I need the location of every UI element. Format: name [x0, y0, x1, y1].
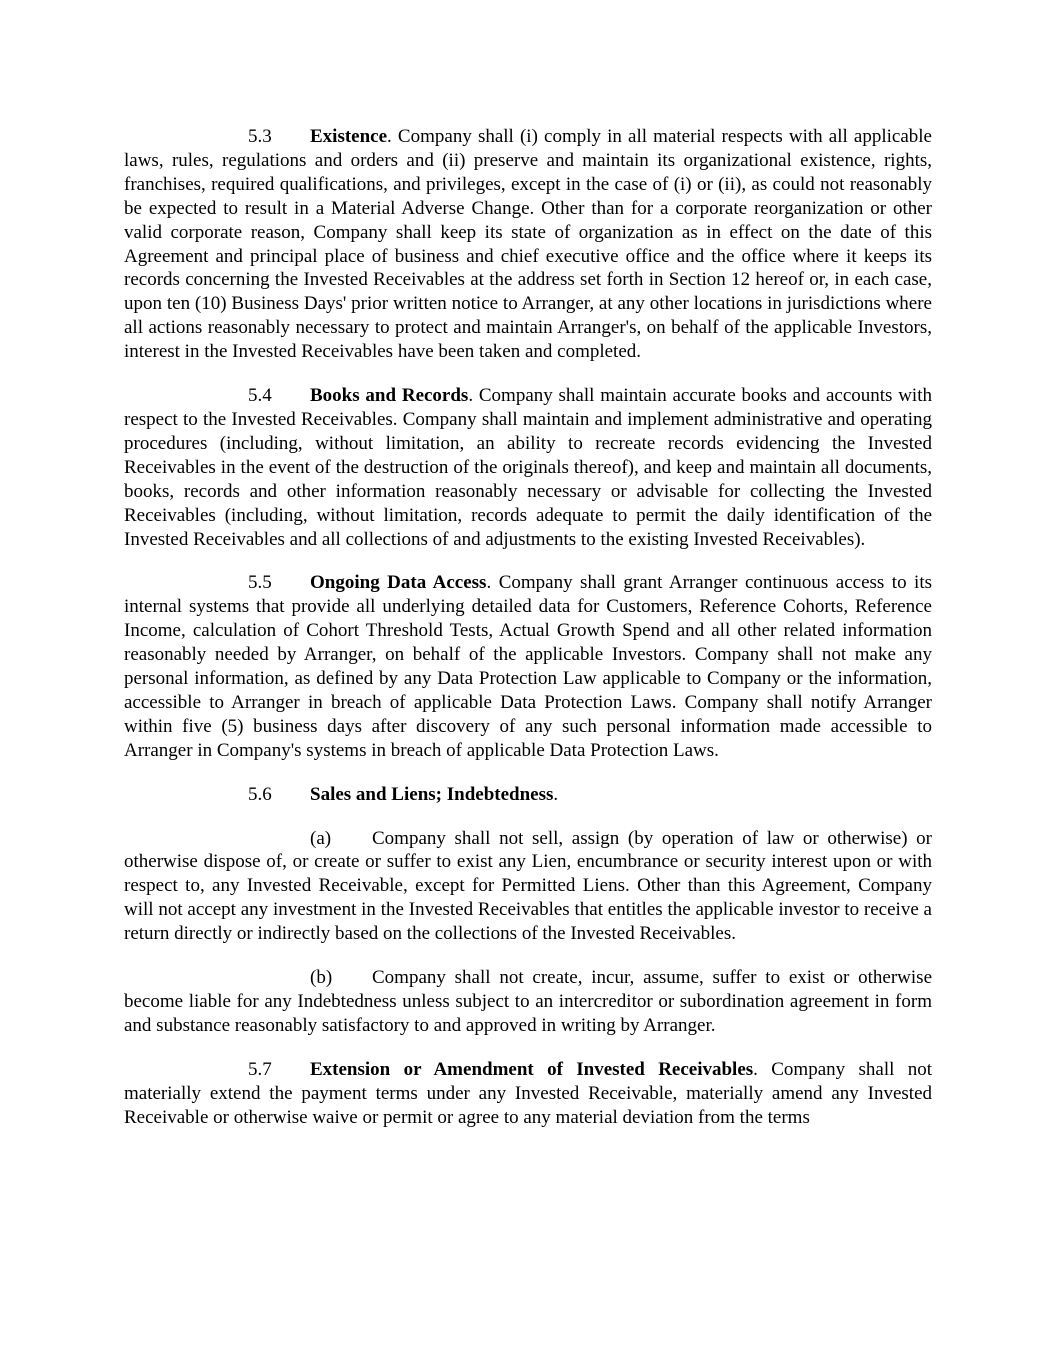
section-number: 5.7	[248, 1058, 272, 1080]
section-5-4	[124, 384, 932, 551]
subsection-label: (a)	[310, 827, 332, 849]
section-5-6	[124, 783, 932, 807]
subsection-label: (b)	[310, 967, 333, 989]
section-title: Books and Records	[310, 385, 469, 407]
subsection-body: Company shall not create, incur, assume, suffer to exist or otherwise become liable for any Indebtedness unless subject to an intercreditor or subordination agreement in form and substance reasonably satisfactory to and approved in writing by Arranger.	[124, 967, 932, 1036]
section-body: . Company shall maintain accurate books and accounts with respect to the Invested Receivables. Company shall maintain and implement administrative and operating procedures (including, without limitation, an ability to recreate records evidencing the Invested Receivables in the event of the destruction of the originals thereof), and keep and maintain all documents, books, records and other information reasonably necessary or advisable for collecting the Invested Receivables (including, without limitation, records adequate to permit the daily identification of the Invested Receivables and all collections of and adjustments to the existing Invested Receivables).	[124, 385, 932, 550]
section-title: Extension or Amendment of Invested Receivables	[310, 1058, 754, 1080]
subsection-body: Company shall not sell, assign (by operation of law or otherwise) or otherwise dispose of, or create or suffer to exist any Lien, encumbrance or security interest upon or with respect to, any Invested Receivable, except for Permitted Liens. Other than this Agreement, Company will not accept any investment in the Invested Receivables that entitles the applicable investor to receive a return directly or indirectly based on the collections of the Invested Receivables.	[124, 827, 932, 945]
section-body: . Company shall grant Arranger continuous access to its internal systems that provide all underlying detailed data for Customers, Reference Cohorts, Reference Income, calculation of Cohort Threshold Tests, Actual Growth Spend and all other related information reasonably needed by Arranger, on behalf of the applicable Investors. Company shall not make any personal information, as defined by any Data Protection Law applicable to Company or the information, accessible to Arranger in breach of applicable Data Protection Laws. Company shall notify Arranger within five (5) business days after discovery of any such personal information made accessible to Arranger in Company's systems in breach of applicable Data Protection Laws.	[124, 572, 933, 761]
section-title: Existence	[310, 126, 388, 147]
subsection-5-6-b	[124, 966, 932, 1038]
section-number: 5.4	[248, 385, 272, 407]
section-number: 5.3	[248, 126, 272, 147]
section-title: Ongoing Data Access	[310, 572, 487, 594]
section-title: Sales and Liens; Indebtedness	[310, 783, 554, 805]
section-body: . Company shall (i) comply in all material respects with all applicable laws, rules, regulations and orders and (ii) preserve and maintain its organizational existence, rights, franchises, required qualifications, and privileges, except in the case of (i) or (ii), as could not reasonably be expected to result in a Material Adverse Change. Other than for a corporate reorganization or other valid corporate reason, Company shall keep its state of organization as in effect on the date of this Agreement and principal place of business and chief executive office and the office where it keeps its records concerning the Invested Receivables at the address set forth in Section 12 hereof or, in each case, upon ten (10) Business Days' prior written notice to Arranger, at any other locations in jurisdictions where all actions reasonably necessary to protect and maintain Arranger's, on behalf of the applicable Investors, interest in the Invested Receivables have been taken and completed.	[124, 126, 932, 363]
section-number: 5.5	[248, 572, 272, 594]
section-body: . Company shall not materially extend the payment terms under any Invested Receivable, materially amend any Invested Receivable or otherwise waive or permit or agree to any material deviation from the terms	[124, 1058, 932, 1128]
subsection-5-6-a	[124, 827, 932, 947]
section-5-3	[124, 125, 932, 364]
section-5-7	[124, 1058, 932, 1130]
section-period: .	[553, 783, 559, 805]
section-5-5	[124, 571, 932, 762]
section-number: 5.6	[248, 783, 272, 805]
document-page	[124, 125, 932, 1150]
